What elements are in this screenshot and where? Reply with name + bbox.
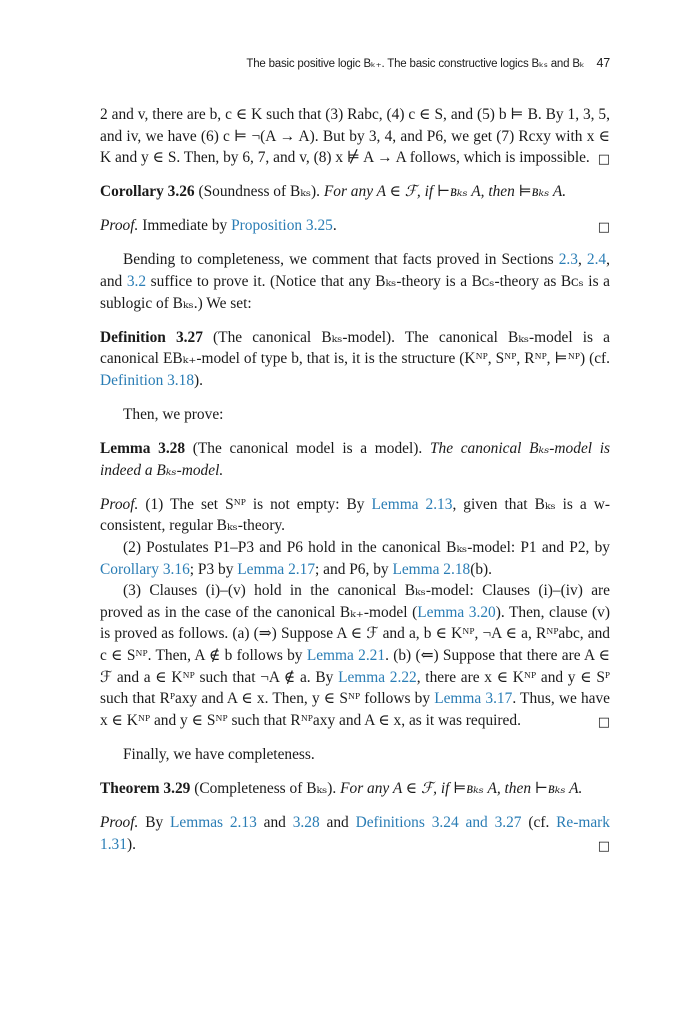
text: and: [256, 814, 293, 832]
text-line: 2 and v, there are b, c ∈ K such that (3) Rabc, (4) c ∈ S, and (5) b ⊨ B. By 1,: [100, 106, 580, 123]
text: Bending to completeness, we comment that facts proved in Sections: [123, 251, 559, 269]
page-number: 47: [596, 56, 610, 70]
text: .: [332, 217, 337, 235]
text-line: is impossible.: [505, 149, 590, 167]
text: By: [145, 814, 171, 832]
finally-paragraph: Finally, we have completeness.: [123, 745, 315, 763]
lemma-name: (The canonical model is a model).: [192, 440, 423, 458]
corollary-statement: For any A ∈ ℱ, if ⊢ʙₖₛ A, then ⊨ʙₖₛ A.: [323, 183, 567, 201]
link-lemma-2-22[interactable]: Lemma 2.22: [338, 668, 417, 686]
proof-lemma-part-2: [100, 537, 610, 580]
corollary-3-26: [100, 181, 610, 203]
link-lemma-3-28[interactable]: 3.28: [292, 814, 320, 832]
proof-continuation: [100, 104, 610, 169]
qed-icon: □: [597, 838, 610, 854]
link-section-2-4[interactable]: 2.4: [586, 251, 607, 269]
text-line: with x ∈ K and y ∈ S. Then, by 6, 7, and v, (8) x ⊭ A → A follows, which: [100, 127, 610, 167]
proof-lemma-part-3: [100, 580, 610, 731]
text: suffice to prove it. (Notice that any Bₖₛ-theory is a Bᴄₛ-theory as Bᴄₛ is a sublogic of Bₖₛ.) We set:: [100, 273, 610, 312]
text: ).: [126, 835, 136, 853]
text: . Thus, we have x ∈ Kᴺᴾ and y ∈ Sᴺᴾ such that Rᴺᴾaxy and A ∈ x, as it was required.: [100, 690, 610, 729]
link-section-2-3[interactable]: 2.3: [558, 251, 578, 269]
text: Immediate by: [142, 217, 232, 235]
text: , and: [100, 251, 610, 291]
lemma-label: Lemma 3.28: [100, 440, 186, 458]
page-body: [100, 104, 610, 857]
running-title: The basic positive logic Bₖ₊. The basic constructive logics Bₖₛ and Bₖ: [246, 58, 585, 70]
text: (b).: [470, 560, 493, 578]
text: (2) Postulates P1–P3 and P6 hold in the canonical Bₖₛ-model: P1 and P2, by: [123, 539, 610, 556]
text: (cf.: [521, 814, 557, 832]
text: . (b) (⇐) Suppose that there are A ∈ ℱ and a ∈ Kᴺᴾ such that ¬A ∉ a. By: [100, 646, 610, 686]
proof-lemma-part-1: [100, 494, 610, 537]
text: (3) Clauses (i)–(v) hold in the canonical Bₖₛ-model: Clauses (i)–(iv) are proved as in the case of the canonical Bₖ₊-model (: [100, 582, 610, 621]
theorem-label: Theorem 3.29: [100, 779, 191, 797]
qed-icon: □: [597, 714, 610, 730]
link-lemma-3-20[interactable]: Lemma 3.20: [417, 603, 496, 621]
link-section-3-2[interactable]: 3.2: [126, 273, 147, 291]
corollary-name: (Soundness of Bₖₛ).: [198, 183, 321, 201]
text: ; P3 by: [189, 560, 238, 578]
link-corollary-3-16[interactable]: Corollary 3.16: [100, 560, 190, 578]
proof-label: Proof.: [100, 217, 139, 235]
lemma-statement: The canonical Bₖₛ-model is indeed a Bₖₛ-model.: [100, 440, 611, 479]
link-lemma-2-13[interactable]: Lemma 2.13: [371, 495, 453, 513]
qed-icon: □: [597, 220, 610, 236]
text: ). Then, clause (v) is proved as follows. (a) (⇒) Suppose A ∈ ℱ and a, b ∈ Kᴺᴾ, ¬A ∈ a, Rᴺᴾabc, and c ∈ Sᴺᴾ. Then, A ∉ b follows by: [100, 603, 610, 664]
text: and: [319, 814, 356, 832]
theorem-statement: For any A ∈ ℱ, if ⊨ʙₖₛ A, then ⊢ʙₖₛ A.: [340, 779, 583, 797]
link-definitions-3-24-3-27[interactable]: Definitions 3.24 and 3.27: [355, 814, 522, 832]
proof-theorem: [100, 812, 610, 855]
text: , given that Bₖₛ is a w-consistent, regular Bₖₛ-theory.: [100, 495, 610, 535]
link-lemma-2-21[interactable]: Lemma 2.21: [306, 646, 386, 664]
link-definition-3-18[interactable]: Definition 3.18: [100, 371, 195, 389]
link-lemma-2-17[interactable]: Lemma 2.17: [237, 560, 316, 578]
text: ; and P6, by: [315, 560, 393, 578]
proof-label: Proof.: [100, 814, 139, 832]
definition-name: (The canonical Bₖₛ-model).: [213, 328, 395, 346]
link-remark-1-31[interactable]: Re-mark 1.31: [100, 814, 611, 853]
link-lemma-2-18[interactable]: Lemma 2.18: [392, 560, 471, 578]
running-header: [246, 56, 610, 70]
text: The canonical Bₖₛ-model is a canonical EBₖ₊-model of type b, that is, it is the structure (Kᴺᴾ, Sᴺᴾ, Rᴺᴾ, ⊨ᴺᴾ) (cf.: [100, 328, 610, 368]
text: (1) The set Sᴺᴾ is not empty: By: [145, 495, 372, 513]
theorem-name: (Completeness of Bₖₛ).: [194, 779, 337, 797]
text-line: 3, 5, and iv, we have (6) c ⊨ ¬(A → A). But by 3, 4, and P6, we get (7) Rcxy: [100, 106, 610, 145]
bending-paragraph: [100, 249, 610, 314]
definition-3-27: [100, 327, 610, 392]
then-we-prove: Then, we prove:: [123, 406, 224, 424]
theorem-3-29: [100, 778, 610, 800]
lemma-3-28: [100, 438, 610, 481]
corollary-label: Corollary 3.26: [100, 183, 195, 201]
text: ).: [194, 371, 204, 389]
link-lemma-3-17[interactable]: Lemma 3.17: [434, 690, 513, 708]
link-proposition-3-25[interactable]: Proposition 3.25: [231, 217, 333, 235]
definition-label: Definition 3.27: [100, 328, 203, 346]
proof-corollary: [100, 215, 610, 237]
text: , there are x ∈ Kᴺᴾ and y ∈ Sᴾ such that Rᴾaxy and A ∈ x. Then, y ∈ Sᴺᴾ follows by: [100, 668, 610, 708]
proof-label: Proof.: [100, 495, 139, 513]
text: ,: [577, 251, 582, 269]
link-lemmas-2-13[interactable]: Lemmas 2.13: [170, 814, 257, 832]
qed-icon: □: [597, 152, 610, 168]
